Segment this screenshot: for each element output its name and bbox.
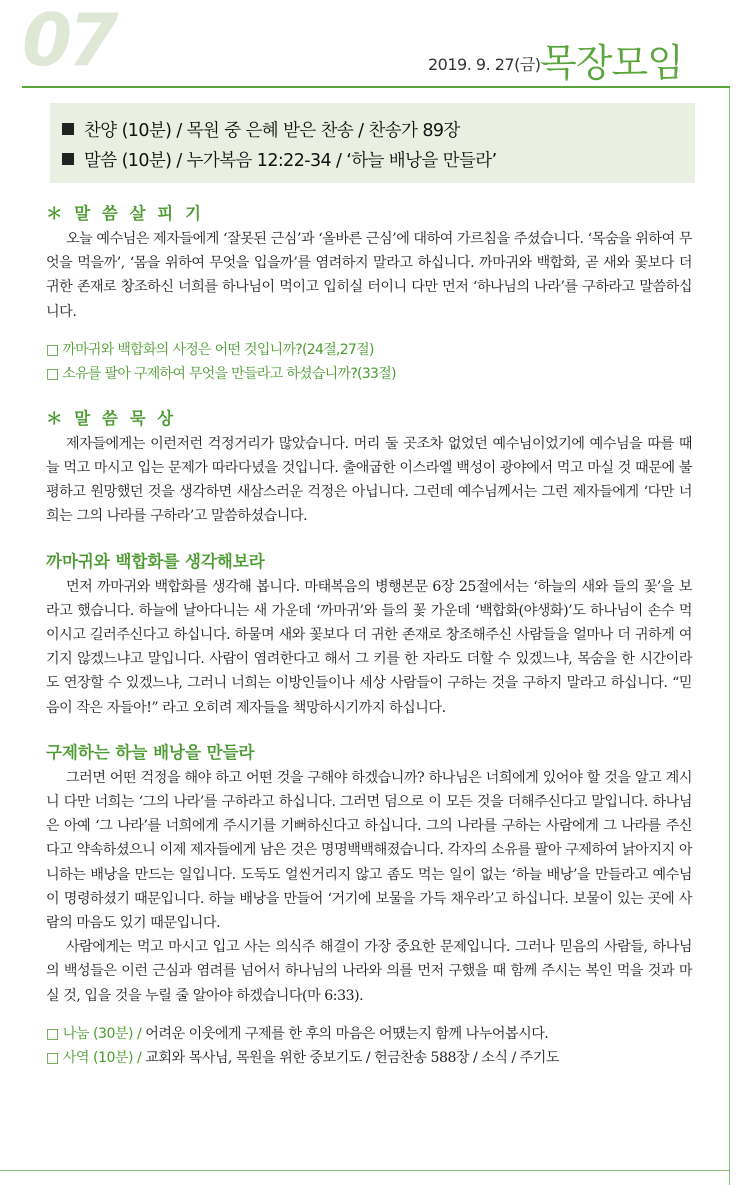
agenda-text: 찬양 (10분) / 목원 중 은혜 받은 찬송 / 찬송가 89장 (84, 121, 460, 141)
square-bullet-icon (62, 123, 74, 135)
section-paragraph: 오늘 예수님은 제자들에게 ‘잘못된 근심’과 ‘올바른 근심’에 대하여 가르침을 주셨습니다. ‘목숨을 위하여 무엇을 먹을까’, ‘몸을 위하여 무엇을 입을까’를 염려하지 말라고 하십니다. 까마귀와 백합화, 곧 새와 꽃보다 더 귀한 존재로 창조하신 너희를 하나님이 먹이고 입히실 터이니 다만 먼저 ‘하나님의 나라’를 구하라고 말씀하십니다. (46, 231, 692, 320)
section-heading-heavenly-backpack: 구제하는 하늘 배낭을 만들라 (46, 742, 255, 762)
section-heading-ravens-lilies: 까마귀와 백합화를 생각해보라 (46, 551, 265, 571)
section-heading-meditation: ＊ 말 씀 묵 상 (46, 408, 177, 428)
page-title: 목장모임 (540, 41, 683, 85)
footer-label: □ 사역 (10분) / (46, 1049, 142, 1066)
meeting-date: 2019. 9. 27(금) (428, 55, 541, 74)
section-paragraph: 그러면 어떤 걱정을 해야 하고 어떤 것을 구해야 하겠습니까? 하나님은 너희에게 있어야 할 것을 알고 계시니 다만 너희는 ‘그의 나라’를 구하라고 하십니다. 그러면 덤으로 이 모든 것을 더해주신다고 말입니다. 하나님은 아예 ‘그 나라’를 너희에게 주시기를 기뻐하신다고 하십니다. 그의 나라를 구하는 사람에게 그 나라를 주신다고 약속하셨으니 이제 제자들에게 남은 것은 명명백백해졌습니다. 각자의 소유를 팔아 구제하여 낡아지지 아니하는 배낭을 만드는 일입니다. 도둑도 얼씬거리지 않고 좀도 먹는 일이 없는 ‘하늘 배낭’을 만들라고 예수님이 명령하셨기 때문입니다. 하늘 배낭을 만들어 ‘거기에 보물을 가득 채우라’고 하십니다. 보물이 있는 곳에 사람의 마음도 있기 때문입니다. (46, 769, 692, 932)
footer-item-sharing (46, 1022, 692, 1046)
footer-label: □ 나눔 (30분) / (46, 1025, 142, 1042)
section-heading-scripture-review: ＊ 말 씀 살 피 기 (46, 204, 204, 223)
page-frame-bottom (0, 1170, 730, 1171)
main-content (46, 201, 692, 1070)
footer-item-ministry (46, 1046, 692, 1070)
question-item: □ 소유를 팔아 구제하여 무엇을 만들라고 하셨습니까?(33절) (46, 365, 396, 382)
page-frame-right (729, 86, 730, 1185)
footer-text: 어려운 이웃에게 구제를 한 후의 마음은 어떘는지 함께 나누어봅시다. (141, 1025, 549, 1042)
question-item: □ 까마귀와 백합화의 사정은 어떤 것입니까?(24절,27절) (46, 341, 374, 358)
agenda-item-worship (62, 116, 695, 146)
agenda-item-word (62, 146, 695, 176)
header-divider (22, 86, 730, 88)
footer-text: 교회와 목사님, 목원을 위한 중보기도 / 헌금찬송 588장 / 소식 / 주기도 (141, 1049, 560, 1066)
agenda-box (50, 103, 695, 183)
page-number: 07 (22, 0, 115, 82)
agenda-text: 말씀 (10분) / 누가복음 12:22-34 / ‘하늘 배낭을 만들라’ (84, 151, 497, 171)
section-paragraph: 제자들에게는 이런저런 걱정거리가 많았습니다. 머리 둘 곳조차 없었던 예수님이었기에 예수님을 따를 때 늘 먹고 마시고 입는 문제가 따라다녔을 것입니다. 출애굽한 이스라엘 백성이 광야에서 먹고 마실 것 때문에 불평하고 원망했던 것을 생각하면 새삼스러운 걱정은 아닙니다. 그런데 예수님께서는 그런 제자들에게 ‘다만 너희는 그의 나라를 구하라’고 말씀하셨습니다. (46, 435, 692, 525)
section-paragraph: 사람에게는 먹고 마시고 입고 사는 의식주 해결이 가장 중요한 문제입니다. 그러나 믿음의 사람들, 하나님의 백성들은 이런 근심과 염려를 넘어서 하나님의 나라와 의를 먼저 구했을 때 함께 주시는 복인 먹을 것과 마실 것, 입을 것을 누릴 줄 알아야 하겠습니다(마 6:33). (46, 939, 692, 1004)
square-bullet-icon (62, 153, 74, 165)
section-paragraph: 먼저 까마귀와 백합화를 생각해 봅니다. 마태복음의 병행본문 6장 25절에서는 ‘하늘의 새와 들의 꽃’을 보라고 했습니다. 하늘에 날아다니는 새 가운데 ‘까마귀’와 들의 꽃 가운데 ‘백합화(야생화)’도 하나님이 손수 먹이시고 길러주신다고 하십니다. 하물며 새와 꽃보다 더 귀한 존재로 창조해주신 사람들을 얼마나 더 귀하게 여기지 않겠느냐고 말입니다. 사람이 염려한다고 해서 그 키를 한 자라도 더할 수 있겠느냐, 목숨을 한 시간이라도 연장할 수 있겠느냐, 그러니 너희는 이방인들이나 세상 사람들이 구하는 것을 구하지 말라고 하십니다. “믿음이 작은 자들아!” 라고 오히려 제자들을 책망하시기까지 하십니다. (46, 578, 692, 716)
